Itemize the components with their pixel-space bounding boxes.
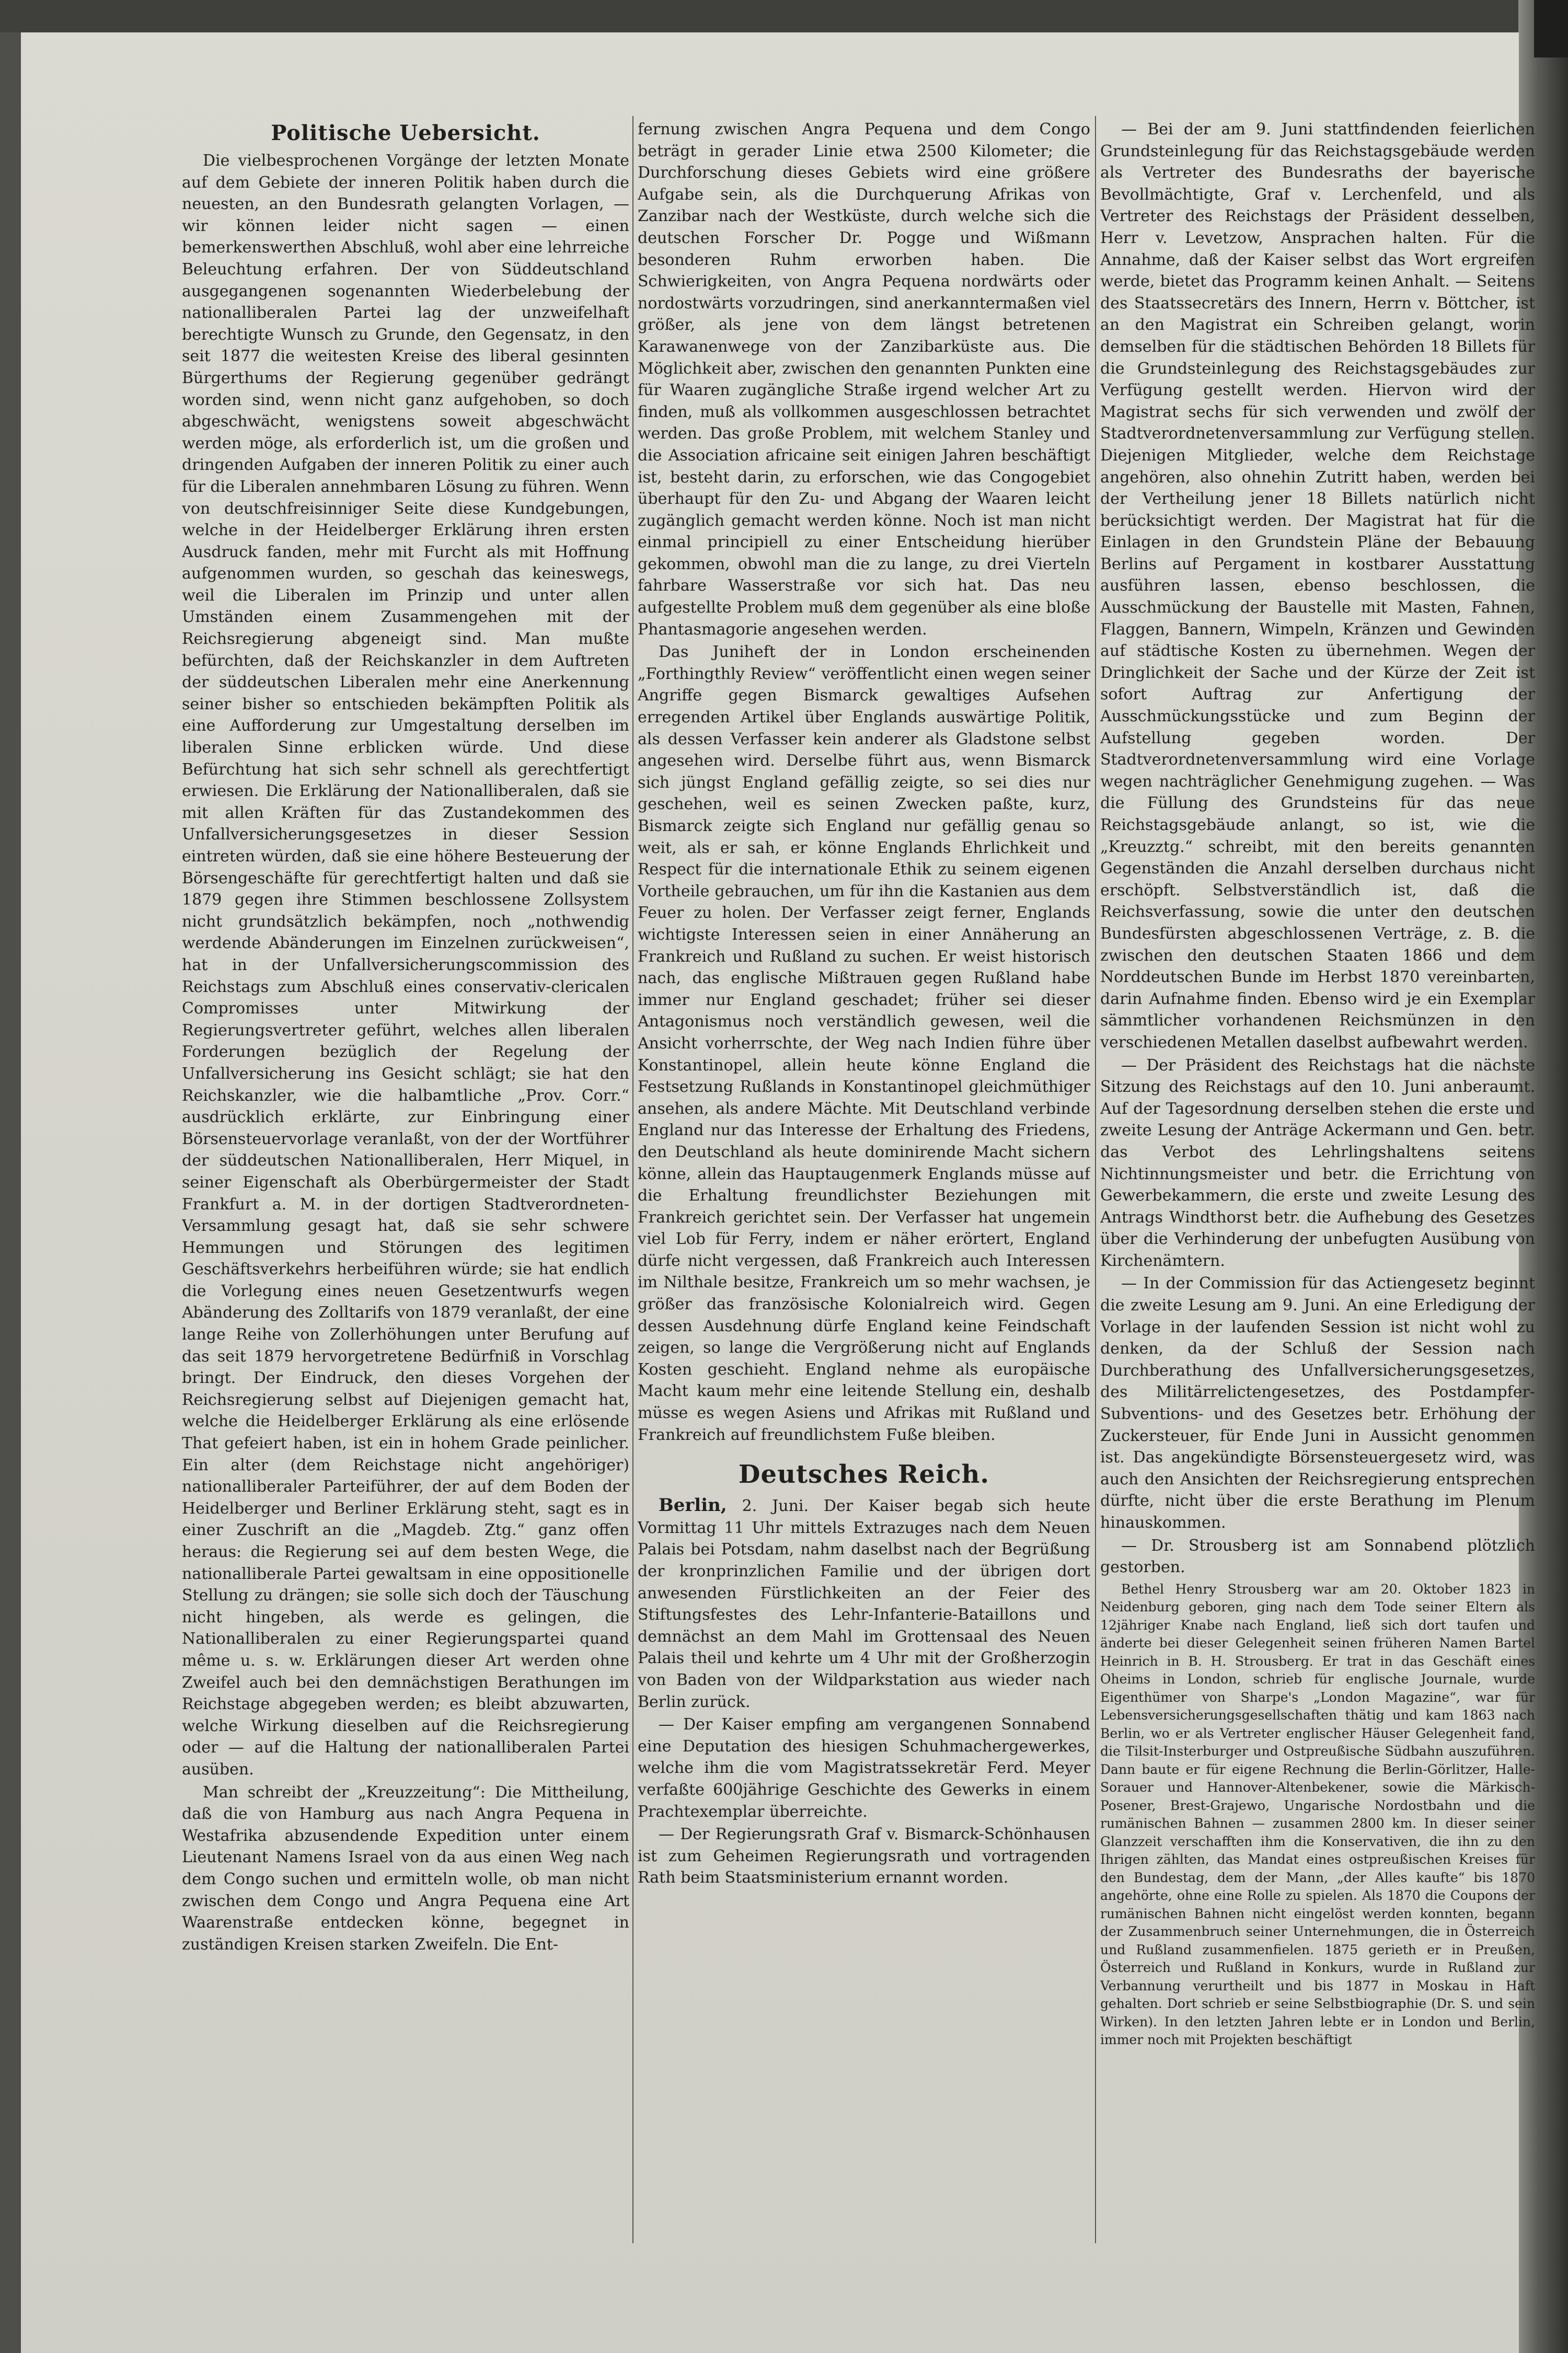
place-dateline: Berlin,	[659, 1495, 727, 1516]
article-paragraph: — Der Regierungsrath Graf v. Bismarck-Schönhausen ist zum Geheimen Regierungsrath und vortragenden Rath beim Staatsministerium ernannt worden.	[638, 1825, 1090, 1887]
scan-background-top	[0, 0, 1568, 32]
section-heading-deutsches-reich: Deutsches Reich.	[738, 1460, 990, 1490]
section-heading-politische-uebersicht: Politische Uebersicht.	[271, 121, 540, 145]
article-paragraph: — Der Kaiser empfing am vergangenen Sonnabend eine Deputation des hiesigen Schuhmachergewerkes, welche ihm die vom Magistratssekretär Ferd. Meyer verfaßte 600jährige Geschichte des Gewerks in einem Prachtexemplar überreichte.	[638, 1715, 1090, 1821]
column-political-overview	[182, 119, 629, 2241]
article-paragraph: fernung zwischen Angra Pequena und dem Congo beträgt in gerader Linie etwa 2500 Kilometer; die Durchforschung dieses Gebiets wird eine größere Aufgabe sein, als die Durchquerung Afrikas von Zanzibar nach der Westküste, durch welche sich die deutschen Forscher Dr. Pogge und Wißmann besonderen Ruhm erworben haben. Die Schwierigkeiten, von Angra Pequena nordwärts oder nordostwärts vorzudringen, sind anerkanntermaßen viel größer, als jene von dem längst betretenen Karawanenwege von der Zanzibarküste aus. Die Möglichkeit aber, zwischen den genannten Punkten eine für Waaren zugängliche Straße irgend welcher Art zu finden, muß als vollkommen ausgeschlossen betrachtet werden. Das große Problem, mit welchem Stanley und die Association africaine seit einigen Jahren beschäftigt ist, besteht darin, zu erforschen, wie das Congogebiet überhaupt für den Zu- und Abgang der Waaren leicht zugänglich gemacht werden könne. Noch ist man nicht einmal principiell zu einer Entscheidung hierüber gekommen, obwohl man die zu lange, zu drei Vierteln fahrbare Wasserstraße vor sich hat. Das neu aufgestellte Problem muß dem gegenüber als eine bloße Phantasmagorie angesehen werden.	[638, 120, 1090, 639]
column-middle	[638, 119, 1090, 2241]
article-paragraph: Das Juniheft der in London erscheinenden „Forthingthly Review“ veröffentlicht einen wegen seiner Angriffe gegen Bismarck gewaltiges Aufsehen erregenden Artikel über Englands auswärtige Politik, als dessen Verfasser kein anderer als Gladstone selbst angesehen wird. Derselbe führt aus, wenn Bismarck sich jüngst England gefällig zeigte, so sei dies nur geschehen, weil es seinen Zwecken paßte, kurz, Bismarck zeigte sich England nur gefällig genau so weit, als er sah, er könne Englands Ehrlichkeit und Respect für die internationale Ethik zu seinem eigenen Vortheile gebrauchen, um für ihn die Kastanien aus dem Feuer zu holen. Der Verfasser zeigt ferner, Englands wichtigste Interessen seien in einer Annäherung an Frankreich und Rußland zu suchen. Er weist historisch nach, das englische Mißtrauen gegen Rußland habe immer nur England geschadet; früher sei dieser Antagonismus noch verständlich gewesen, weil die Ansicht vorherrschte, der Weg nach Indien führe über Konstantinopel, allein heute könne England die Festsetzung Rußlands in Konstantinopel gleichmüthiger ansehen, als andere Mächte. Mit Deutschland verbinde England nur das Interesse der Erhaltung des Friedens, den Deutschland als heute dominirende Macht sichern könne, allein das Hauptaugenmerk Englands müsse auf die Erhaltung freundlichster Beziehungen mit Frankreich gerichtet sein. Der Verfasser hat ungemein viel Lob für Ferry, indem er näher erörtert, England dürfe nicht vergessen, daß Frankreich auch Interessen im Nilthale besitze, Frankreich um so mehr wachsen, je größer das französische Kolonialreich wird. Gegen dessen Ausdehnung dürfe England keine Feindschaft zeigen, so lange die Vergrößerung nicht auf Englands Kosten geschieht. England nehme als europäische Macht kaum mehr eine leitende Stellung ein, deshalb müsse es wegen Asiens und Afrikas mit Rußland und Frankreich auf freundlichstem Fuße bleiben.	[638, 643, 1090, 1444]
newspaper-page	[21, 32, 1535, 2353]
column-rule-left	[632, 116, 633, 2243]
article-paragraph: — Dr. Strousberg ist am Sonnabend plötzlich gestorben.	[1100, 1536, 1535, 1577]
article-paragraph: — Der Präsident des Reichstags hat die nächste Sitzung des Reichstags auf den 10. Juni anberaumt. Auf der Tagesordnung derselben stehen die erste und zweite Lesung der Anträge Ackermann und Gen. betr. das Verbot des Lehrlingshaltens seitens Nichtinnungsmeister und betr. die Errichtung von Gewerbekammern, die erste und zweite Lesung des Antrags Windthorst betr. die Aufhebung des Gesetzes über die Verhinderung der unbefugten Ausübung von Kirchenämtern.	[1100, 1056, 1535, 1270]
article-paragraph: — Bei der am 9. Juni stattfindenden feierlichen Grundsteinlegung für das Reichstagsgebäude werden als Vertreter des Bundesraths der bayerische Bevollmächtigte, Graf v. Lerchenfeld, und als Vertreter des Reichstags der Präsident desselben, Herr v. Levetzow, Ansprachen halten. Für die Annahme, daß der Kaiser selbst das Wort ergreifen werde, bietet das Programm keinen Anhalt. — Seitens des Staatssecretärs des Innern, Herrn v. Böttcher, ist an den Magistrat ein Schreiben gelangt, worin demselben für die städtischen Behörden 18 Billets für die Grundsteinlegung des Reichstagsgebäudes zur Verfügung gestellt werden. Hiervon wird der Magistrat sechs für sich verwenden und zwölf der Stadtverordnetenversammlung zur Verfügung stellen. Diejenigen Mitglieder, welche dem Reichstage angehören, also ohnehin Zutritt haben, werden bei der Vertheilung jener 18 Billets natürlich nicht berücksichtigt werden. Der Magistrat hat für die Einlagen in den Grundstein Pläne der Bebauung Berlins auf Pergament in kostbarer Ausstattung ausführen lassen, ebenso beschlossen, die Ausschmückung der Baustelle mit Masten, Fahnen, Flaggen, Bannern, Wimpeln, Kränzen und Gewinden auf städtische Kosten zu übernehmen. Wegen der Dringlichkeit der Sache und der Kürze der Zeit ist sofort Auftrag zur Anfertigung der Ausschmückungsstücke und zum Beginn der Aufstellung gegeben worden. Der Stadtverordnetenversammlung wird eine Vorlage wegen nachträglicher Genehmigung zugehen. — Was die Füllung des Grundsteins für das neue Reichstagsgebäude anlangt, so ist, wie die „Kreuzztg.“ schreibt, mit den bereits genannten Gegenständen die Anzahl derselben durchaus nicht erschöpft. Selbstverständlich ist, daß die Reichsverfassung, sowie die unter den deutschen Bundesfürsten abgeschlossenen Verträge, z. B. die zwischen den deutschen Staaten 1866 und dem Norddeutschen Bunde im Herbst 1870 vereinbarten, darin Aufnahme finden. Ebenso wird je ein Exemplar sämmtlicher vorhandenen Reichsmünzen in den verschiedenen Metallen daselbst aufbewahrt werden.	[1100, 120, 1535, 1052]
article-paragraph-berlin	[638, 1495, 1090, 1713]
binding-tab	[1534, 0, 1568, 57]
obituary-small-print: Bethel Henry Strousberg war am 20. Oktober 1823 in Neidenburg geboren, ging nach dem Tode seiner Eltern als 12jähriger Knabe nach England, ließ sich dort taufen und änderte bei dieser Gelegenheit seinen früheren Namen Bartel Heinrich in B. H. Strousberg. Er trat in das Geschäft eines Oheims in London, schrieb für englische Journale, wurde Eigenthümer von Sharpe's „London Magazine“, war für Lebensversicherungsgesellschaften thätig und kam 1863 nach Berlin, wo er als Vertreter englischer Häuser Gelegenheit fand, die Tilsit-Insterburger und Ostpreußische Südbahn auszuführen. Dann baute er für eigene Rechnung die Berlin-Görlitzer, Halle-Sorauer und Hannover-Altenbekener, sowie die Märkisch-Posener, Brest-Grajewo, Ungarische Nordostbahn und die rumänischen Bahnen — zusammen 2800 km. In dieser seiner Glanzzeit verschafften ihm die Konservativen, die ihn zu den Ihrigen zählten, das Mandat eines ostpreußischen Kreises für den Bundestag, dem der Mann, „der Alles kaufte“ bis 1870 angehörte, ohne eine Rolle zu spielen. Als 1870 die Coupons der rumänischen Bahnen nicht eingelöst werden konnten, begann der Zusammenbruch seiner Unternehmungen, die in Österreich und Rußland zusammenfielen. 1875 gerieth er in Preußen, Österreich und Rußland in Konkurs, wurde in Rußland zur Verbannung verurtheilt und bis 1877 in Moskau in Haft gehalten. Dort schrieb er seine Selbstbiographie (Dr. S. und sein Wirken). In den letzten Jahren lebte er in London und Berlin, immer noch mit Projekten beschäftigt	[1100, 1581, 1535, 2048]
article-paragraph: Man schreibt der „Kreuzzeitung“: Die Mittheilung, daß die von Hamburg aus nach Angra Pequena in Westafrika abzusendende Expedition unter einem Lieutenant Namens Israel von da aus einen Weg nach dem Congo suchen und ermitteln wolle, ob man nicht zwischen dem Congo und Angra Pequena eine Art Waarenstraße entdecken könne, begegnet in zuständigen Kreisen starken Zweifeln. Die Ent-	[182, 1783, 629, 1954]
article-paragraph: Die vielbesprochenen Vorgänge der letzten Monate auf dem Gebiete der inneren Politik haben durch die neuesten, an den Bundesrath gelangten Vorlagen, — wir können leider nicht sagen — einen bemerkenswerthen Abschluß, wohl aber eine lehrreiche Beleuchtung erfahren. Der von Süddeutschland ausgegangenen sogenannten Wiederbelebung der nationalliberalen Partei lag der unzweifelhaft berechtigte Wunsch zu Grunde, den Gegensatz, in den seit 1877 die weitesten Kreise des liberal gesinnten Bürgerthums der Regierung gegenüber gedrängt worden sind, wenn nicht ganz aufgehoben, so doch abgeschwächt, wenigstens soweit abgeschwächt werden möge, als erforderlich ist, um die großen und dringenden Aufgaben der inneren Politik zu einer auch für die Liberalen annehmbaren Lösung zu führen. Wenn von deutschfreisinniger Seite diese Kundgebungen, welche in der Heidelberger Erklärung ihren ersten Ausdruck fanden, mehr mit Furcht als mit Hoffnung aufgenommen wurden, so geschah das keineswegs, weil die Liberalen im Prinzip und unter allen Umständen einem Zusammengehen mit der Reichsregierung abgeneigt sind. Man mußte befürchten, daß der Reichskanzler in dem Auftreten der süddeutschen Liberalen mehr eine Anerkennung seiner bisher so entschieden bekämpften Politik als eine Aufforderung zur Umgestaltung derselben im liberalen Sinne erblicken würde. Und diese Befürchtung hat sich sehr schnell als gerechtfertigt erwiesen. Die Erklärung der Nationalliberalen, daß sie mit allen Kräften für das Zustandekommen des Unfallversicherungsgesetzes in dieser Session eintreten würden, daß sie eine höhere Besteuerung der Börsengeschäfte für gerechtfertigt halten und daß sie 1879 gegen ihre Stimmen beschlossene Zollsystem nicht grundsätzlich bekämpfen, noch „nothwendig werdende Abänderungen im Einzelnen zurückweisen“, hat in der Unfallversicherungscommission des Reichstags zum Abschluß eines conservativ-clericalen Compromisses unter Mitwirkung der Regierungsvertreter geführt, welches allen liberalen Forderungen bezüglich der Regelung der Unfallversicherung ins Gesicht schlägt; sie hat den Reichskanzler, wie die halbamtliche „Prov. Corr.“ ausdrücklich erklärte, zur Einbringung einer Börsensteuervorlage veranlaßt, von der der Wortführer der süddeutschen Nationalliberalen, Herr Miquel, in seiner Eigenschaft als Oberbürgermeister der Stadt Frankfurt a. M. in der dortigen Stadtverordneten-Versammlung gesagt hat, daß sie sehr schwere Hemmungen und Störungen des legitimen Geschäftsverkehrs herbeiführen würde; sie hat endlich die Vorlegung eines neuen Gesetzentwurfs wegen Abänderung des Zolltarifs von 1879 veranlaßt, der eine lange Reihe von Zollerhöhungen unter Berufung auf das seit 1879 hervorgetretene Bedürfniß in Vorschlag bringt. Der Eindruck, den dieses Vorgehen der Reichsregierung selbst auf Diejenigen gemacht hat, welche die Heidelberger Erklärung als eine erlösende That gefeiert haben, ist ein in hohem Grade peinlicher. Ein alter (dem Reichstage nicht angehöriger) nationalliberaler Parteiführer, der auf dem Boden der Heidelberger und Berliner Erklärung steht, sagt es in einer Zuschrift an die „Magdeb. Ztg.“ ganz offen heraus: die Regierung sei auf dem besten Wege, die nationalliberale Partei gewaltsam in eine oppositionelle Stellung zu drängen; sie solle sich doch der Täuschung nicht hingeben, als werde es gelingen, die Nationalliberalen zu einer Regierungspartei quand même u. s. w. Erklärungen dieser Art werden ohne Zweifel auch bei den demnächstigen Berathungen im Reichstage abgegeben werden; es bleibt abzuwarten, welche Wirkung dieselben auf die Reichsregierung oder — auf die Haltung der nationalliberalen Partei ausüben.	[182, 152, 629, 1779]
dateline-text: 2. Juni. Der Kaiser begab sich heute Vormittag 11 Uhr mittels Extrazuges nach dem Neuen Palais bei Potsdam, nahm daselbst nach der Begrüßung der kronprinzlichen Familie und der übrigen dort anwesenden Fürstlichkeiten an der Feier des Stiftungsfestes des Lehr-Infanterie-Bataillons und demnächst an dem Mahl im Grottensaal des Neuen Palais theil und kehrte um 4 Uhr mit der Großherzogin von Baden von der Wildparkstation aus wieder nach Berlin zurück.	[638, 1497, 1090, 1711]
column-rule-right	[1095, 116, 1096, 2243]
column-right	[1100, 119, 1535, 2241]
article-paragraph: — In der Commission für das Actiengesetz beginnt die zweite Lesung am 9. Juni. An eine Erledigung der Vorlage in der laufenden Session ist nicht wohl zu denken, da der Schluß der Session nach Durchberathung des Unfallversicherungsgesetzes, des Militärrelictengesetzes, des Postdampfer-Subventions- und des Gesetzes betr. Erhöhung der Zuckersteuer, für Ende Juni in Aussicht genommen ist. Das angekündigte Börsensteuergesetz wird, was auch den Ansichten der Reichsregierung entsprechen dürfte, nicht über die erste Berathung im Plenum hinauskommen.	[1100, 1274, 1535, 1532]
